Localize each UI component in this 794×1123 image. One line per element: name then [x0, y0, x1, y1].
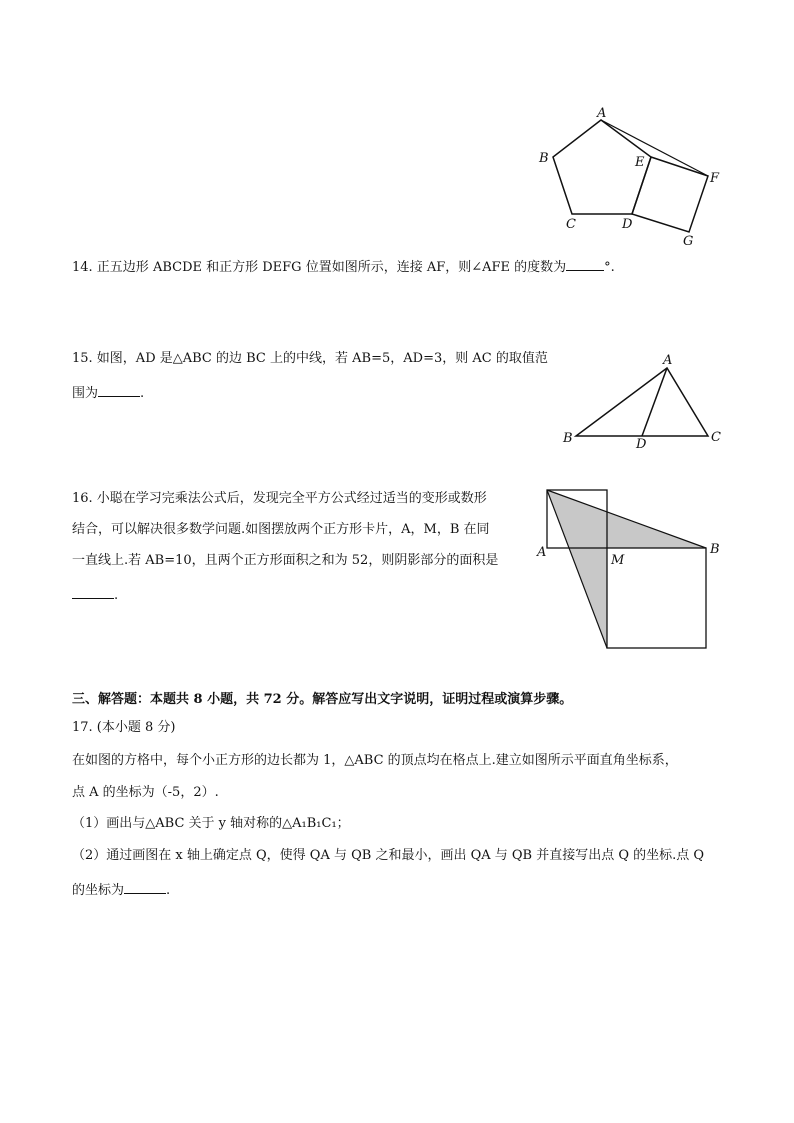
q17-line2: 点 A 的坐标为（-5，2）.: [72, 785, 219, 800]
q14-figure: [530, 100, 730, 250]
q16-suffix: .: [114, 588, 119, 603]
label-f: F: [710, 171, 720, 186]
label-c: C: [711, 430, 721, 445]
shaded-region: [547, 490, 706, 648]
label-b: B: [539, 151, 549, 166]
q15-line2-text: 围为: [72, 386, 99, 401]
q17-line3-text: 的坐标为: [72, 883, 125, 898]
label-c: C: [566, 217, 576, 232]
q17-part2: （2）通过画图在 x 轴上确定点 Q，使得 QA 与 QB 之和最小，画出 QA 与 QB 并直接写出点 Q 的坐标.点 Q: [72, 848, 705, 863]
q15-answer-blank[interactable]: [98, 382, 140, 397]
q17-line1: 在如图的方格中，每个小正方形的边长都为 1，△ABC 的顶点均在格点上.建立如图所示平面直角坐标系，: [72, 753, 678, 768]
q16-figure: [535, 485, 725, 655]
segment-af: [601, 120, 708, 176]
label-b: B: [563, 431, 573, 446]
label-g: G: [683, 234, 694, 249]
section3-heading: 三、解答题：本题共 8 小题，共 72 分。解答应写出文字说明，证明过程或演算步骤。: [72, 692, 573, 707]
q14-text: [72, 256, 615, 277]
triangle-abc: [576, 368, 708, 436]
q16-answer-blank[interactable]: [72, 584, 114, 599]
q16-line2: 结合，可以解决很多数学问题.如图摆放两个正方形卡片，A，M，B 在同: [72, 522, 490, 537]
q17-title: 17. (本小题 8 分): [72, 720, 176, 735]
label-a: A: [663, 353, 673, 368]
q16-line3: 一直线上.若 AB=10，且两个正方形面积之和为 52，则阴影部分的面积是: [72, 553, 499, 568]
q15-figure: [555, 350, 730, 450]
label-m: M: [611, 553, 625, 568]
q15-suffix: .: [140, 386, 145, 401]
label-d: D: [622, 217, 633, 232]
q15-line1: 15. 如图，AD 是△ABC 的边 BC 上的中线，若 AB=5，AD=3，则 AC 的取值范: [72, 351, 548, 366]
q14-answer-blank[interactable]: [566, 256, 604, 271]
label-e: E: [635, 155, 645, 170]
q16-line1: 16. 小聪在学习完乘法公式后，发现完全平方公式经过适当的变形或数形: [72, 491, 487, 506]
label-a: A: [537, 545, 547, 560]
label-a: A: [597, 106, 607, 121]
q16-line4: [72, 584, 118, 605]
label-d: D: [636, 437, 647, 452]
q17-line3: [72, 879, 170, 900]
q17-suffix: .: [166, 883, 171, 898]
q17-part1: （1）画出与△ABC 关于 y 轴对称的△A₁B₁C₁；: [72, 816, 350, 831]
q15-line2: [72, 382, 144, 403]
label-b: B: [710, 542, 720, 557]
q14-suffix: °.: [604, 260, 615, 275]
q14-question: 14. 正五边形 ABCDE 和正方形 DEFG 位置如图所示，连接 AF，则∠AFE 的度数为: [72, 260, 567, 275]
q17-answer-blank[interactable]: [124, 879, 166, 894]
